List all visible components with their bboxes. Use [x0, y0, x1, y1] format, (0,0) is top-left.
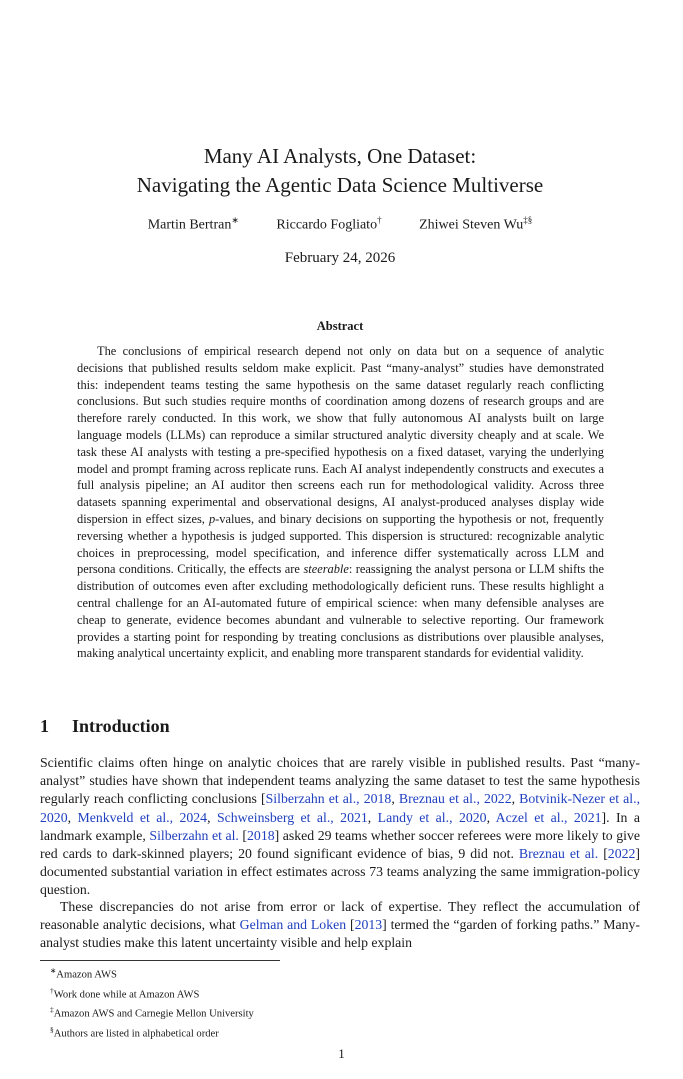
citation-link[interactable]: Breznau et al. [518, 846, 599, 862]
footnotes [50, 963, 610, 1042]
author: Martin Bertran∗ [147, 215, 239, 233]
paper-title [40, 142, 640, 200]
author: Zhiwei Steven Wu‡§ [419, 215, 533, 233]
intro-paragraph-2: These discrepancies do not arise from error or lack of expertise. They reflect the accumulation of reasonable analytic decisions, what Gelman and Loken [2013] termed the “garden of forking paths.” Many-analyst studies make this latent uncertainty visible and help explain [40, 899, 640, 951]
abstract-heading: Abstract [316, 319, 364, 333]
author-footnote-mark[interactable]: † [377, 215, 382, 225]
citation-link[interactable]: Gelman and Loken [239, 917, 347, 933]
citation-link[interactable]: Breznau et al., 2022 [398, 791, 512, 807]
citation-link[interactable]: Silberzahn et al., 2018 [265, 791, 392, 807]
citation-link[interactable]: Schweinsberg et al., 2021 [216, 809, 368, 825]
title-line-1: Many AI Analysts, One Dataset: [203, 144, 477, 168]
intro-paragraph-1: Scientific claims often hinge on analytic choices that are rarely visible in published results. Past “many-analyst” studies have shown that independent teams analyzing the same dataset to test the same hypothesis regularly reach conflicting conclusions [Silberzahn et al., 2018, Breznau et al., 2022, Botvinik-Nezer et al., 2020, Menkveld et al., 2024, Schweinsberg et al., 2021, Landy et al., 2020, Aczel et al., 2021]. In a landmark example, Silberzahn et al. [2018] asked 29 teams whether soccer referees were more likely to give red cards to dark-skinned players; 20 found significant evidence of bias, 9 did not. Breznau et al. [2022] documented substantial variation in effect estimates across 73 teams analyzing the same immigration-policy question. [40, 755, 641, 898]
citation-link[interactable]: Aczel et al., 2021 [495, 809, 602, 825]
citation-link[interactable]: 2018 [247, 827, 275, 843]
emphasis: steerable [303, 562, 349, 577]
section-heading [40, 716, 170, 737]
abstract-body: The conclusions of empirical research depend not only on data but on a sequence of analytic decisions that published results seldom make explicit. Past “many-analyst” studies have demonstrated this: independent teams testing the same hypothesis on the same dataset regularly reach conflicting conclusions. But such studies require months of coordination among dozens of research groups and are therefore rarely conducted. In this work, we show that fully autonomous AI analysts built on large language models (LLMs) can reproduce a similar structured analytic diversity cheaply and at scale. We task these AI analysts with testing a pre-specified hypothesis on a fixed dataset, varying the underlying model and prompt framing across replicate runs. Each AI analyst independently constructs and executes a full analysis pipeline; an AI auditor then screens each run for methodological validity. Across three datasets spanning experimental and observational designs, AI analyst-produced analyses display wide dispersion in effect sizes, p-values, and binary decisions on supporting the hypothesis or not, frequently reversing whether a hypothesis is judged supported. This dispersion is structured: recognizable analytic choices in preprocessing, model specification, and inference differ systematically across LLM and persona conditions. Critically, the effects are steerable: reassigning the analyst persona or LLM shifts the distribution of outcomes even after excluding methodologically deficient runs. These results highlight a central challenge for an AI-automated future of empirical science: when many defensible analyses are cheap to generate, evidence becomes abundant and vulnerable to selective reporting. Our framework provides a starting point for responding by treating conclusions as distributions over plausible analyses, making analytical uncertainty explicit, and enabling more transparent standards for evidential validity. [77, 344, 604, 661]
author-list [40, 215, 640, 234]
page-number: 1 [338, 1046, 345, 1061]
citation-link[interactable]: 2013 [354, 917, 383, 933]
footnote: †Work done while at Amazon AWS [50, 985, 200, 1001]
author: Riccardo Fogliato† [276, 215, 382, 233]
paper-date: February 24, 2026 [284, 250, 396, 266]
section-number: 1 [40, 716, 49, 736]
author-footnote-mark[interactable]: ‡§ [523, 215, 533, 225]
footnote-divider [40, 960, 280, 961]
title-line-2: Navigating the Agentic Data Science Multiverse [136, 173, 544, 197]
citation-link[interactable]: Menkveld et al., 2024 [77, 809, 208, 825]
citation-link[interactable]: 2022 [607, 846, 636, 862]
citation-link[interactable]: Landy et al., 2020 [377, 809, 487, 825]
section-title: Introduction [72, 716, 170, 736]
citation-link[interactable]: Silberzahn et al. [149, 827, 239, 843]
footnote: ‡Amazon AWS and Carnegie Mellon University [50, 1005, 254, 1020]
footnote: §Authors are listed in alphabetical order [50, 1025, 219, 1040]
citation-link[interactable]: Botvinik-Nezer et al., 2020 [40, 791, 641, 825]
footnote: ∗Amazon AWS [50, 966, 117, 981]
author-footnote-mark[interactable]: ∗ [231, 215, 239, 225]
